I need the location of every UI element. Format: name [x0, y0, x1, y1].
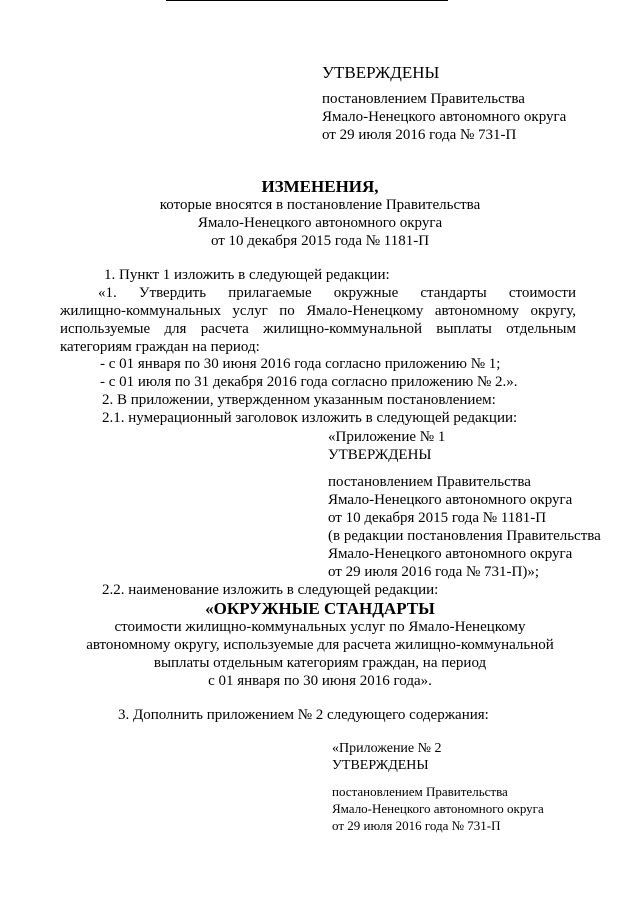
appendix1-line: от 29 июля 2016 года № 731-П)»; [328, 564, 540, 580]
standards-line: автономному округу, используемые для расчета жилищно-коммунальной [86, 637, 554, 653]
appendix1-line: (в редакции постановления Правительства [328, 528, 601, 544]
section2-intro: 2. В приложении, утвержденном указанным постановлением: [102, 392, 496, 408]
section1-quote-line: жилищно-коммунальных услуг по Ямало-Ненецкому автономному округу, [60, 303, 576, 319]
section1-quote-line: категориям граждан на период: [60, 339, 260, 355]
section3-intro: 3. Дополнить приложением № 2 следующего содержания: [118, 707, 489, 723]
appendix2-line: постановлением Правительства [332, 784, 508, 799]
standards-title: «ОКРУЖНЫЕ СТАНДАРТЫ [205, 599, 435, 618]
standards-line: с 01 января по 30 июня 2016 года». [208, 673, 432, 689]
appendix2-line: УТВЕРЖДЕНЫ [332, 758, 429, 773]
appendix1-line: от 10 декабря 2015 года № 1181-П [328, 510, 547, 526]
appendix1-line: постановлением Правительства [328, 474, 531, 490]
section1-quote-line: используемые для расчета жилищно-коммунальной выплаты отдельным [60, 321, 576, 337]
appendix2-line: от 29 июля 2016 года № 731-П [332, 818, 501, 833]
section2-sub1: 2.1. нумерационный заголовок изложить в следующей редакции: [102, 410, 518, 426]
approval-line: Ямало-Ненецкого автономного округа [322, 109, 567, 125]
section1-list-item: - с 01 января по 30 июня 2016 года согласно приложению № 1; [100, 356, 501, 372]
section2-sub2: 2.2. наименование изложить в следующей редакции: [102, 582, 439, 598]
changes-subtitle-line: от 10 декабря 2015 года № 1181-П [210, 233, 430, 249]
section1-list-item: - с 01 июля по 31 декабря 2016 года согласно приложению № 2.». [100, 374, 518, 390]
appendix1-line: УТВЕРЖДЕНЫ [328, 447, 432, 463]
appendix1-line: «Приложение № 1 [328, 429, 446, 445]
standards-line: стоимости жилищно-коммунальных услуг по Ямало-Ненецкому [114, 619, 526, 635]
appendix2-line: «Приложение № 2 [332, 741, 442, 756]
top-edge-rule [166, 0, 448, 1]
changes-title: ИЗМЕНЕНИЯ, [261, 177, 379, 196]
section1-quote-line: «1. Утвердить прилагаемые окружные стандарты стоимости [98, 285, 576, 301]
changes-subtitle-line: Ямало-Ненецкого автономного округа [197, 215, 443, 231]
section1-intro: 1. Пункт 1 изложить в следующей редакции: [104, 267, 390, 283]
appendix1-line: Ямало-Ненецкого автономного округа [328, 492, 573, 508]
changes-subtitle-line: которые вносятся в постановление Правительства [159, 197, 481, 213]
approval-title: УТВЕРЖДЕНЫ [322, 63, 440, 82]
standards-line: выплаты отдельным категориям граждан, на период [153, 655, 487, 671]
appendix1-line: Ямало-Ненецкого автономного округа [328, 546, 573, 562]
approval-line: от 29 июля 2016 года № 731-П [322, 127, 517, 143]
appendix2-line: Ямало-Ненецкого автономного округа [332, 801, 544, 816]
approval-line: постановлением Правительства [322, 91, 525, 107]
